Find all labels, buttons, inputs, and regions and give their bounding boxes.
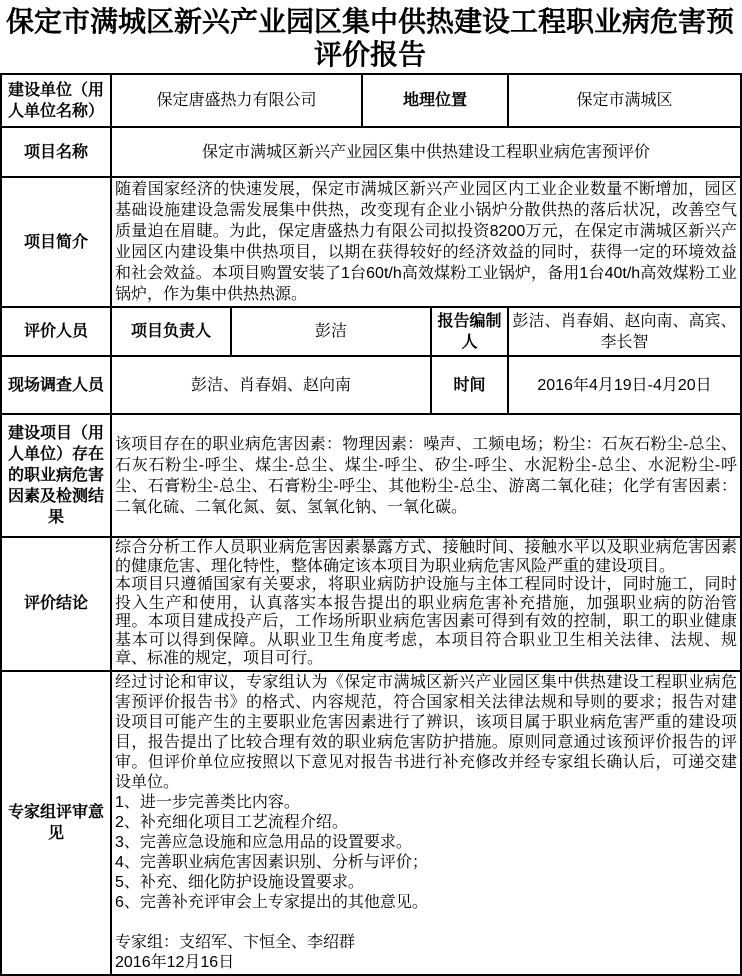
expert-review-date: 2016年12月16日 — [115, 953, 235, 971]
expert-review-item-1: 1、进一步完善类比内容。 — [115, 793, 300, 811]
expert-review-item-4: 4、完善职业病危害因素识别、分析与评价； — [115, 853, 428, 871]
expert-review-label: 专家组评审意见 — [1, 671, 111, 975]
report-writers-label: 报告编制人 — [431, 307, 508, 356]
project-leader-label: 项目负责人 — [111, 307, 231, 356]
table-row-evaluation-conclusion — [1, 537, 741, 671]
project-intro-label: 项目简介 — [1, 177, 111, 307]
conclusion-paragraph-1: 综合分析工作人员职业病危害因素暴露方式、接触时间、接触水平以及职业病危害因素的健康危害、理化特性，整体确定该本项目为职业病危害风险严重的建设项目。 — [115, 539, 738, 575]
report-title: 保定市满城区新兴产业园区集中供热建设工程职业病危害预评价报告 — [5, 6, 734, 70]
expert-review-item-5: 5、补充、细化防护设施设置要求。 — [115, 873, 364, 891]
table-row-evaluators — [1, 307, 741, 356]
project-name-value: 保定市满城区新兴产业园区集中供热建设工程职业病危害预评价 — [111, 127, 741, 177]
site-investigators-label: 现场调查人员 — [1, 356, 111, 414]
evaluators-label: 评价人员 — [1, 307, 111, 356]
expert-group-names: 专家组：支绍军、卞恒全、李绍群 — [115, 933, 356, 951]
report-table — [0, 73, 742, 976]
evaluation-conclusion-label: 评价结论 — [1, 537, 111, 671]
table-row-project-intro — [1, 177, 741, 307]
conclusion-paragraph-2: 本项目只遵循国家有关要求，将职业病防护设施与主体工程同时设计，同时施工，同时投入生产和使用，认真落实本报告提出的职业病危害补充措施，加强职业病的防治管理。本项目建成投产后，工作场所职业病危害因素可得到有效的控制，职工的职业健康基本可以得到保障。从职业卫生角度考虑，本项目符合职业卫生相关法律、法规、规章、标准的规定，项目可行。 — [115, 576, 738, 667]
table-row-construction-unit — [1, 74, 741, 127]
table-row-expert-review — [1, 671, 741, 975]
expert-review-paragraph: 经过讨论和审议，专家组认为《保定市满城区新兴产业园区集中供热建设工程职业病危害预评价报告书》的格式、内容规范，符合国家相关法律法规和导则的要求；报告对建设项目可能产生的主要职业危害因素进行了辨识，该项目属于职业病危害严重的建设项目，报告提出了比较合理有效的职业病危害防护措施。原则同意通过该预评价报告的评审。但评价单位应按照以下意见对报告书进行补充修改并经专家组长确认后，可递交建设单位。 — [115, 673, 738, 791]
project-intro-paragraph: 随着国家经济的快速发展，保定市满城区新兴产业园区内工业企业数量不断增加，园区基础设施建设急需发展集中供热，改变现有企业小锅炉分散供热的落后状况，改善空气质量迫在眉睫。为此，保定唐盛热力有限公司拟投资8200万元，在保定市满城区新兴产业园区内建设集中供热项目，以期在获得较好的经济效益的同时，获得一定的环境效益和社会效益。本项目购置安装了1台60t/h高效煤粉工业锅炉，备用1台40t/h高效煤粉工业锅炉，作为集中供热热源。 — [115, 181, 738, 303]
table-row-hazard-factors — [1, 414, 741, 537]
expert-review-item-3: 3、完善应急设施和应急用品的设置要求。 — [115, 833, 412, 851]
report-writers-value: 彭洁、肖春娟、赵向南、高宾、李长智 — [508, 307, 741, 356]
hazard-factors-paragraph: 该项目存在的职业病危害因素：物理因素：噪声、工频电场；粉尘：石灰石粉尘-总尘、石灰石粉尘-呼尘、煤尘-总尘、煤尘-呼尘、矽尘-呼尘、水泥粉尘-总尘、水泥粉尘-呼尘、石膏粉尘-总尘、石膏粉尘-呼尘、其他粉尘-总尘、游离二氧化硅；化学有害因素：二氧化硫、二氧化氮、氨、氢氧化钠、一氧化碳。 — [115, 435, 738, 516]
expert-review-value — [111, 671, 741, 975]
geo-location-value: 保定市满城区 — [508, 74, 741, 127]
hazard-factors-label: 建设项目（用人单位）存在的职业病危害因素及检测结果 — [1, 414, 111, 537]
hazard-factors-value — [111, 414, 741, 537]
construction-unit-label: 建设单位（用人单位名称） — [1, 74, 111, 127]
table-row-site-investigators — [1, 356, 741, 414]
project-leader-value: 彭洁 — [231, 307, 431, 356]
construction-unit-value: 保定唐盛热力有限公司 — [111, 74, 362, 127]
expert-review-item-6: 6、完善补充评审会上专家提出的其他意见。 — [115, 893, 428, 911]
evaluation-conclusion-value — [111, 537, 741, 671]
site-investigators-value: 彭洁、肖春娟、赵向南 — [111, 356, 431, 414]
project-name-label: 项目名称 — [1, 127, 111, 177]
expert-review-item-2: 2、补充细化项目工艺流程介绍。 — [115, 813, 348, 831]
table-row-project-name — [1, 127, 741, 177]
geo-location-label: 地理位置 — [362, 74, 508, 127]
project-intro-value — [111, 177, 741, 307]
time-label: 时间 — [431, 356, 508, 414]
time-value: 2016年4月19日-4月20日 — [508, 356, 741, 414]
